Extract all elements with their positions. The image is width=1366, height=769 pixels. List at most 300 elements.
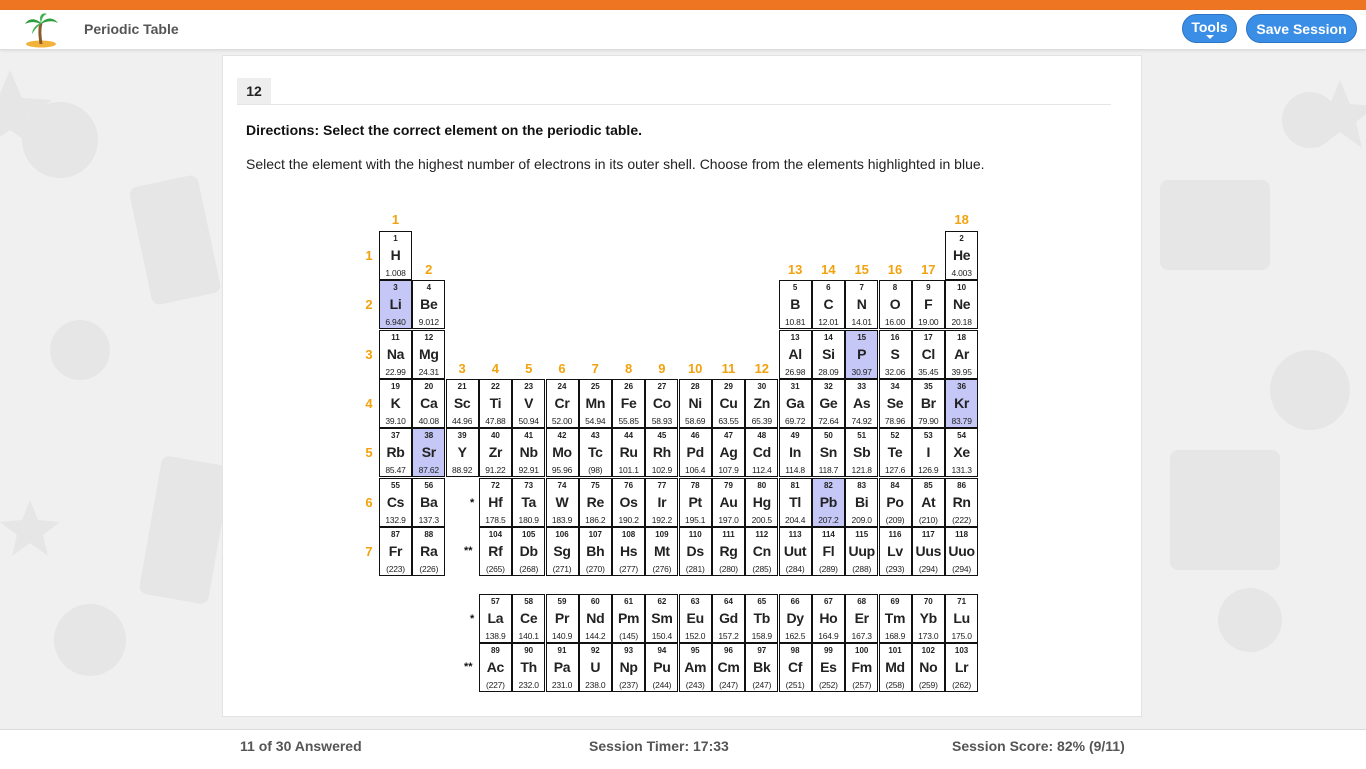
element-symbol: As	[853, 395, 871, 411]
element-cs[interactable]	[379, 478, 412, 527]
atomic-mass: (288)	[852, 564, 872, 574]
atomic-mass: (271)	[552, 564, 572, 574]
element-hf[interactable]	[479, 478, 512, 527]
element-symbol: Ga	[786, 395, 805, 411]
element-hs[interactable]	[612, 527, 645, 576]
atomic-mass: 30.97	[851, 367, 872, 377]
atomic-number: 62	[657, 597, 667, 606]
atomic-number: 41	[524, 431, 534, 440]
tools-button[interactable]	[1182, 14, 1237, 43]
atomic-mass: (145)	[619, 631, 639, 641]
element-os[interactable]	[612, 478, 645, 527]
atomic-number: 10	[957, 283, 967, 292]
element-symbol: Er	[854, 610, 869, 626]
atomic-number: 52	[890, 431, 900, 440]
element-sb[interactable]	[845, 428, 878, 477]
palm-tree-logo-icon[interactable]	[22, 12, 62, 48]
element-ag[interactable]	[712, 428, 745, 477]
element-mn[interactable]	[579, 379, 612, 428]
atomic-mass: 88.92	[451, 465, 473, 475]
element-ta[interactable]	[512, 478, 545, 527]
element-at[interactable]	[912, 478, 945, 527]
element-sr[interactable]	[412, 428, 445, 477]
session-timer: Session Timer: 17:33	[589, 738, 729, 754]
element-th[interactable]	[512, 643, 545, 692]
atomic-number: 27	[657, 382, 667, 391]
group-label: 16	[887, 262, 903, 277]
atomic-mass: (237)	[619, 680, 639, 690]
atomic-mass: 150.4	[651, 631, 673, 641]
element-si[interactable]	[812, 330, 845, 379]
atomic-number: 50	[823, 431, 833, 440]
element-dy[interactable]	[779, 594, 812, 643]
atomic-number: 44	[624, 431, 634, 440]
element-pa[interactable]	[546, 643, 579, 692]
atomic-mass: (243)	[685, 680, 705, 690]
element-fe[interactable]	[612, 379, 645, 428]
atomic-mass: 83.79	[951, 416, 972, 426]
element-k[interactable]	[379, 379, 412, 428]
element-symbol: Ar	[954, 346, 970, 362]
element-symbol: Pt	[688, 494, 702, 510]
element-ir[interactable]	[645, 478, 678, 527]
atomic-mass: 39.10	[385, 416, 406, 426]
element-zr[interactable]	[479, 428, 512, 477]
element-n[interactable]	[845, 280, 878, 329]
element-lv[interactable]	[879, 527, 912, 576]
element-symbol: Ne	[952, 296, 971, 312]
group-label: 14	[821, 262, 836, 277]
group-label: 11	[721, 361, 736, 376]
element-symbol: U	[590, 659, 601, 675]
element-ar[interactable]	[945, 330, 978, 379]
atomic-mass: (258)	[885, 680, 905, 690]
atomic-mass: (276)	[652, 564, 672, 574]
element-tm[interactable]	[879, 594, 912, 643]
question-panel	[222, 55, 1142, 717]
element-cd[interactable]	[745, 428, 778, 477]
element-te[interactable]	[879, 428, 912, 477]
atomic-number: 80	[757, 481, 767, 490]
element-xe[interactable]	[945, 428, 978, 477]
element-tl[interactable]	[779, 478, 812, 527]
element-li[interactable]	[379, 280, 412, 329]
element-uuo[interactable]	[945, 527, 978, 576]
atomic-number: 115	[855, 530, 869, 539]
element-fm[interactable]	[845, 643, 878, 692]
element-hg[interactable]	[745, 478, 778, 527]
element-au[interactable]	[712, 478, 745, 527]
atomic-number: 66	[790, 597, 800, 606]
element-zn[interactable]	[745, 379, 778, 428]
element-p[interactable]	[845, 330, 878, 379]
atomic-mass: 79.90	[918, 416, 939, 426]
atomic-number: 23	[524, 382, 534, 391]
element-se[interactable]	[879, 379, 912, 428]
element-br[interactable]	[912, 379, 945, 428]
tools-button-label: Tools	[1191, 18, 1228, 35]
atomic-number: 6	[826, 283, 831, 292]
element-pu[interactable]	[645, 643, 678, 692]
element-symbol: Hf	[488, 494, 503, 510]
element-co[interactable]	[645, 379, 678, 428]
group-label: 18	[954, 212, 969, 227]
element-rh[interactable]	[645, 428, 678, 477]
element-be[interactable]	[412, 280, 445, 329]
element-ca[interactable]	[412, 379, 445, 428]
element-symbol: Rf	[488, 543, 503, 559]
element-ds[interactable]	[679, 527, 712, 576]
element-symbol: O	[889, 296, 901, 312]
atomic-number: 87	[391, 530, 400, 539]
element-lr[interactable]	[945, 643, 978, 692]
element-ni[interactable]	[679, 379, 712, 428]
atomic-number: 39	[457, 431, 467, 440]
element-fl[interactable]	[812, 527, 845, 576]
atomic-number: 104	[488, 530, 503, 539]
element-po[interactable]	[879, 478, 912, 527]
element-symbol: Mo	[552, 444, 572, 460]
atomic-mass: 140.9	[551, 631, 573, 641]
atomic-mass: 175.0	[951, 631, 972, 641]
atomic-number: 112	[755, 530, 769, 539]
element-ra[interactable]	[412, 527, 445, 576]
element-rn[interactable]	[945, 478, 978, 527]
atomic-number: 16	[890, 333, 900, 342]
element-symbol: K	[390, 395, 401, 411]
session-score: Session Score: 82% (9/11)	[952, 738, 1125, 754]
atomic-mass: (280)	[719, 564, 738, 574]
element-eu[interactable]	[679, 594, 712, 643]
element-ac[interactable]	[479, 643, 512, 692]
atomic-number: 4	[426, 283, 432, 292]
atomic-mass: 85.47	[385, 465, 406, 475]
divider	[237, 104, 1111, 105]
element-symbol: Mg	[418, 346, 439, 362]
atomic-number: 18	[957, 333, 967, 342]
element-bk[interactable]	[745, 643, 778, 692]
element-sg[interactable]	[546, 527, 579, 576]
atomic-number: 97	[757, 646, 767, 655]
element-fr[interactable]	[379, 527, 412, 576]
element-ba[interactable]	[412, 478, 445, 527]
atomic-mass: (284)	[785, 564, 805, 574]
element-ga[interactable]	[779, 379, 812, 428]
element-symbol: Cn	[752, 543, 771, 559]
element-symbol: Yb	[919, 610, 937, 626]
atomic-mass: 28.09	[818, 367, 839, 377]
element-pr[interactable]	[546, 594, 579, 643]
element-no[interactable]	[912, 643, 945, 692]
atomic-number: 7	[859, 283, 864, 292]
element-er[interactable]	[845, 594, 878, 643]
atomic-mass: (244)	[652, 680, 672, 690]
element-as[interactable]	[845, 379, 878, 428]
atomic-number: 92	[590, 646, 600, 655]
element-symbol: Nd	[586, 610, 605, 626]
element-symbol: Cs	[386, 494, 405, 510]
element-symbol: Md	[885, 659, 905, 675]
element-symbol: Te	[887, 444, 903, 460]
atomic-mass: (223)	[386, 564, 405, 574]
atomic-number: 57	[490, 597, 500, 606]
element-ge[interactable]	[812, 379, 845, 428]
element-ce[interactable]	[512, 594, 545, 643]
atomic-mass: 204.4	[784, 515, 806, 525]
atomic-number: 114	[821, 530, 835, 539]
atomic-mass: 121.8	[851, 465, 872, 475]
element-symbol: Bi	[854, 494, 869, 510]
element-rb[interactable]	[379, 428, 412, 477]
atomic-number: 33	[857, 382, 867, 391]
element-uus[interactable]	[912, 527, 945, 576]
atomic-mass: 47.88	[485, 416, 506, 426]
lanthanide-marker: *	[470, 497, 475, 509]
atomic-number: 53	[923, 431, 933, 440]
element-cm[interactable]	[712, 643, 745, 692]
element-y[interactable]	[446, 428, 479, 477]
atomic-number: 46	[690, 431, 700, 440]
element-tb[interactable]	[745, 594, 778, 643]
element-symbol: Br	[920, 395, 936, 411]
element-symbol: Uup	[848, 543, 875, 559]
element-symbol: Sb	[853, 444, 871, 460]
atomic-mass: 164.9	[818, 631, 839, 641]
atomic-number: 77	[657, 481, 667, 490]
group-label: 13	[787, 262, 803, 277]
element-mo[interactable]	[546, 428, 579, 477]
element-b[interactable]	[779, 280, 812, 329]
element-u[interactable]	[579, 643, 612, 692]
atomic-number: 68	[857, 597, 867, 606]
atomic-number: 93	[624, 646, 634, 655]
element-he[interactable]	[945, 231, 978, 280]
element-symbol: P	[857, 346, 867, 362]
element-sc[interactable]	[446, 379, 479, 428]
element-symbol: Pm	[618, 610, 640, 626]
element-ne[interactable]	[945, 280, 978, 329]
atomic-number: 55	[391, 481, 400, 490]
element-kr[interactable]	[945, 379, 978, 428]
atomic-number: 90	[524, 646, 534, 655]
atomic-number: 60	[590, 597, 600, 606]
atomic-mass: (247)	[719, 680, 738, 690]
element-cu[interactable]	[712, 379, 745, 428]
element-re[interactable]	[579, 478, 612, 527]
element-symbol: Pb	[819, 494, 838, 510]
element-s[interactable]	[879, 330, 912, 379]
element-db[interactable]	[512, 527, 545, 576]
element-cf[interactable]	[779, 643, 812, 692]
group-label: 6	[558, 361, 566, 376]
atomic-mass: 26.98	[784, 367, 806, 377]
element-in[interactable]	[779, 428, 812, 477]
atomic-mass: (270)	[585, 564, 605, 574]
element-symbol: Am	[684, 659, 707, 675]
app-header	[0, 10, 1366, 50]
element-symbol: Sr	[421, 444, 436, 460]
atomic-number: 107	[588, 530, 602, 539]
element-rf[interactable]	[479, 527, 512, 576]
element-gd[interactable]	[712, 594, 745, 643]
element-yb[interactable]	[912, 594, 945, 643]
element-am[interactable]	[679, 643, 712, 692]
atomic-mass: (227)	[485, 680, 505, 690]
atomic-mass: 209.0	[851, 515, 872, 525]
atomic-number: 17	[923, 333, 933, 342]
atomic-number: 36	[957, 382, 967, 391]
element-symbol: Fl	[822, 543, 835, 559]
element-na[interactable]	[379, 330, 412, 379]
element-symbol: Cu	[719, 395, 738, 411]
element-tc[interactable]	[579, 428, 612, 477]
element-sm[interactable]	[645, 594, 678, 643]
atomic-mass: 190.2	[618, 515, 639, 525]
atomic-mass: (285)	[752, 564, 772, 574]
atomic-number: 100	[855, 646, 869, 655]
element-symbol: Cd	[752, 444, 771, 460]
atomic-mass: 180.9	[518, 515, 539, 525]
element-symbol: Uus	[915, 543, 942, 559]
element-symbol: Kr	[954, 395, 970, 411]
atomic-mass: 6.940	[385, 317, 406, 327]
atomic-mass: (294)	[918, 564, 938, 574]
lanthanide-marker: *	[470, 613, 475, 625]
atomic-mass: 35.45	[918, 367, 939, 377]
element-lu[interactable]	[945, 594, 978, 643]
element-es[interactable]	[812, 643, 845, 692]
element-symbol: Bh	[586, 543, 605, 559]
element-symbol: Au	[719, 494, 738, 510]
atomic-number: 37	[391, 431, 400, 440]
atomic-number: 101	[888, 646, 902, 655]
period-label: 4	[365, 396, 373, 411]
element-al[interactable]	[779, 330, 812, 379]
element-ho[interactable]	[812, 594, 845, 643]
atomic-number: 54	[957, 431, 967, 440]
element-ti[interactable]	[479, 379, 512, 428]
atomic-mass: 162.5	[784, 631, 806, 641]
element-symbol: Mn	[585, 395, 606, 411]
element-symbol: No	[919, 659, 938, 675]
answered-count: 11 of 30 Answered	[240, 738, 362, 754]
atomic-number: 70	[923, 597, 933, 606]
atomic-number: 56	[424, 481, 434, 490]
atomic-mass: 112.4	[751, 465, 772, 475]
atomic-number: 85	[923, 481, 933, 490]
element-symbol: Re	[586, 494, 604, 510]
atomic-number: 13	[790, 333, 800, 342]
atomic-number: 74	[557, 481, 567, 490]
element-pt[interactable]	[679, 478, 712, 527]
atomic-mass: 44.96	[451, 416, 473, 426]
element-np[interactable]	[612, 643, 645, 692]
atomic-mass: (222)	[952, 515, 972, 525]
atomic-number: 61	[624, 597, 634, 606]
element-uup[interactable]	[845, 527, 878, 576]
atomic-number: 73	[524, 481, 534, 490]
atomic-number: 76	[624, 481, 634, 490]
element-w[interactable]	[546, 478, 579, 527]
atomic-number: 117	[921, 530, 935, 539]
element-ru[interactable]	[612, 428, 645, 477]
element-mg[interactable]	[412, 330, 445, 379]
element-symbol: Th	[520, 659, 537, 675]
atomic-mass: 231.0	[551, 680, 573, 690]
atomic-mass: (268)	[519, 564, 539, 574]
save-session-button[interactable]: Save Session	[1246, 14, 1357, 43]
atomic-number: 81	[790, 481, 800, 490]
element-symbol: Fr	[388, 543, 403, 559]
element-c[interactable]	[812, 280, 845, 329]
atomic-number: 113	[788, 530, 802, 539]
atomic-number: 28	[690, 382, 700, 391]
element-symbol: He	[952, 247, 971, 263]
atomic-mass: 19.00	[918, 317, 939, 327]
element-h[interactable]	[379, 231, 412, 280]
atomic-mass: (265)	[485, 564, 505, 574]
element-pm[interactable]	[612, 594, 645, 643]
element-nd[interactable]	[579, 594, 612, 643]
element-symbol: Ca	[420, 395, 438, 411]
element-v[interactable]	[512, 379, 545, 428]
atomic-mass: (277)	[619, 564, 639, 574]
atomic-number: 96	[724, 646, 733, 655]
atomic-mass: 20.18	[951, 317, 972, 327]
atomic-mass: (252)	[818, 680, 838, 690]
atomic-number: 32	[823, 382, 833, 391]
element-nb[interactable]	[512, 428, 545, 477]
element-pd[interactable]	[679, 428, 712, 477]
element-sn[interactable]	[812, 428, 845, 477]
atomic-number: 116	[888, 530, 902, 539]
element-md[interactable]	[879, 643, 912, 692]
atomic-number: 103	[954, 646, 969, 655]
element-mt[interactable]	[645, 527, 678, 576]
atomic-number: 91	[557, 646, 567, 655]
element-la[interactable]	[479, 594, 512, 643]
element-bh[interactable]	[579, 527, 612, 576]
element-cr[interactable]	[546, 379, 579, 428]
group-label: 7	[591, 361, 599, 376]
element-o[interactable]	[879, 280, 912, 329]
atomic-number: 67	[823, 597, 833, 606]
atomic-mass: 39.95	[951, 367, 972, 377]
element-pb[interactable]	[812, 478, 845, 527]
element-f[interactable]	[912, 280, 945, 329]
element-uut[interactable]	[779, 527, 812, 576]
atomic-number: 64	[724, 597, 733, 606]
element-symbol: I	[926, 444, 931, 460]
atomic-number: 109	[655, 530, 669, 539]
element-symbol: Li	[389, 296, 402, 312]
element-cl[interactable]	[912, 330, 945, 379]
element-bi[interactable]	[845, 478, 878, 527]
element-symbol: Ge	[819, 395, 838, 411]
element-symbol: Ta	[521, 494, 537, 510]
atomic-mass: 167.3	[851, 631, 872, 641]
period-label: 5	[365, 445, 373, 460]
element-rg[interactable]	[712, 527, 745, 576]
atomic-number: 75	[590, 481, 600, 490]
element-i[interactable]	[912, 428, 945, 477]
atomic-mass: 131.3	[951, 465, 972, 475]
atomic-number: 110	[688, 530, 702, 539]
atomic-number: 40	[490, 431, 500, 440]
atomic-number: 29	[724, 382, 733, 391]
element-symbol: Ds	[686, 543, 704, 559]
element-cn[interactable]	[745, 527, 778, 576]
